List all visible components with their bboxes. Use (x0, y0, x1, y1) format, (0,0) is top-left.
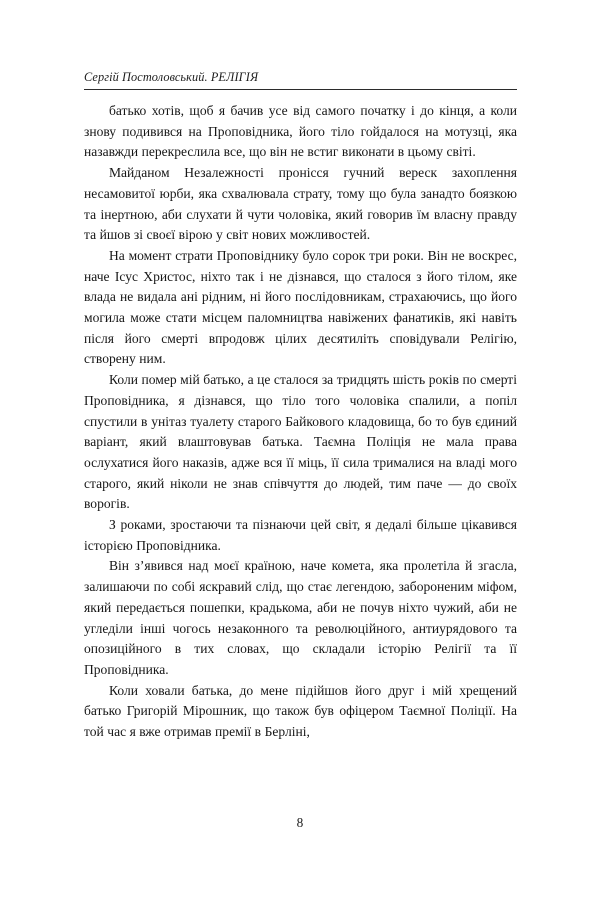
running-head: Сергій Постоловський. РЕЛІГІЯ (84, 70, 259, 84)
running-head-rule (84, 89, 517, 90)
paragraph: З роками, зростаючи та пізнаючи цей світ, я дедалі більше цікавився історією Проповідника. (84, 517, 517, 553)
paragraph: Коли помер мій батько, а це сталося за тридцять шість років по смерті Проповідника, я дізнався, що тіло того чоловіка спалили, а попіл спустили в унітаз туалету старого Байкового кладовища, бо то був єдиний варіант, який влаштовував батька. Таємна Поліція не мала права ослухатися його наказів, адже вся її міць, її сила трималися на владі мого старого, який ніколи не знав співчуття до людей, тим паче — до своїх ворогів. (84, 372, 517, 512)
paragraph: батько хотів, щоб я бачив усе від самого початку і до кінця, а коли знову подивився на Проповідника, його тіло гойдалося на мотузці, яка назавжди перекреслила все, що він не встиг виконати в цьому світі. (84, 103, 517, 160)
body-copy (84, 101, 517, 743)
paragraph: Майданом Незалежності пронісся гучний вереск захоплення несамовитої юрби, яка схвалювала страту, тому що була занадто боязкою та інертною, аби слухати й чути чоловіка, який говорив їм власну правду та йшов зі своєї вірою у світ нових можливостей. (84, 165, 517, 243)
paragraph: Він з’явився над моєї країною, наче комета, яка пролетіла й згасла, залишаючи по собі яскравий слід, що стає легендою, забороненим міфом, який передається пошепки, крадькома, аби не почув ніхто чужий, аби не угледіли інші чогось незаконного та революційного, антиурядового та опозиційного в тих словах, що складали історію Релігії та її Проповідника. (84, 558, 517, 677)
page-number: 8 (296, 815, 304, 830)
page-text-block (84, 70, 517, 743)
paragraph: Коли ховали батька, до мене підійшов його друг і мій хрещений батько Григорій Мірошник, що також був офіцером Таємної Поліції. На той час я вже отримав премії в Берліні, (84, 682, 517, 740)
paragraph: На момент страти Проповіднику було сорок три роки. Він не воскрес, наче Ісус Христос, ніхто так і не дізнався, що сталося з його тілом, яке влада не видала ані рідним, ні його послідовникам, страхаючись, що його могила може стати місцем паломництва навіжених фанатиків, які навіть після його смерті впродовж цілих десятиліть сповідували Релігію, створену ним. (84, 247, 517, 367)
